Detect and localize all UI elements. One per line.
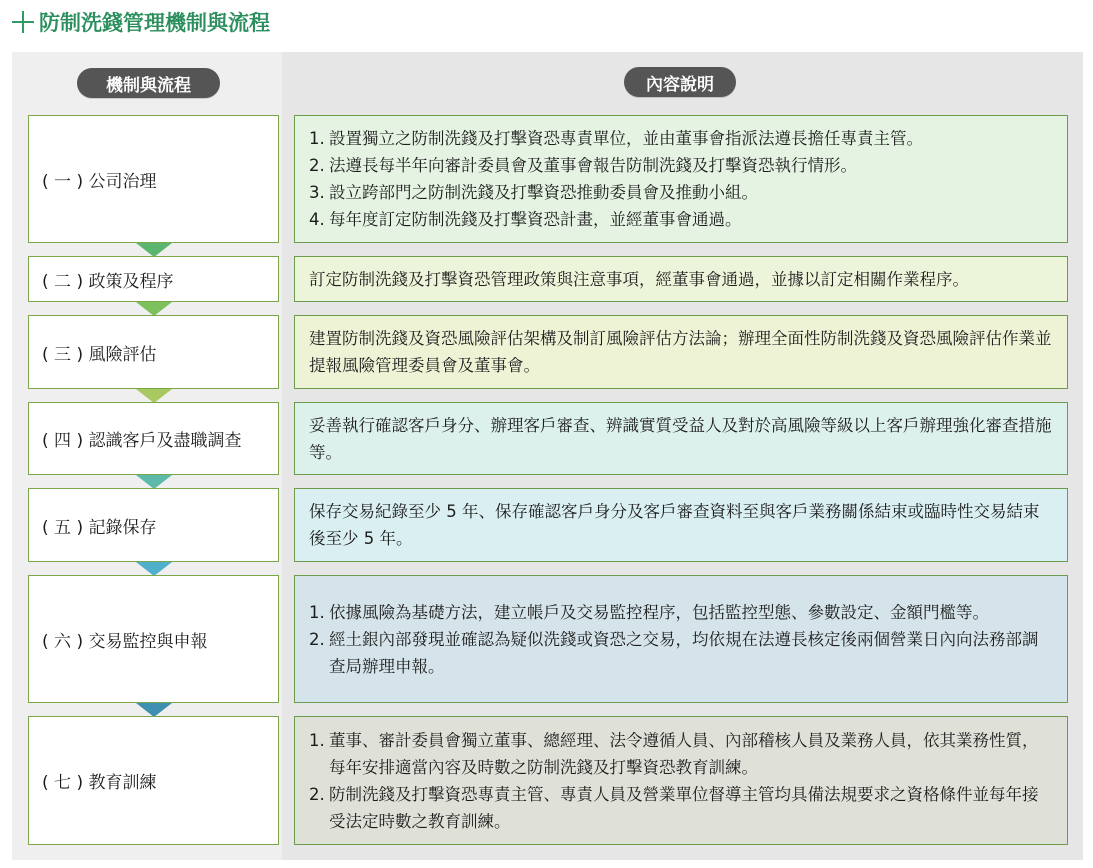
- page-title: 防制洗錢管理機制與流程: [39, 11, 270, 35]
- step-text: 妥善執行確認客戶身分、辦理客戶審查、辨識實質受益人及對於高風險等級以上客戶辦理強化審查措施等。: [309, 415, 1052, 462]
- step-label-text: ( 六 ) 交易監控與申報: [42, 631, 208, 652]
- step-content-7: [294, 716, 1068, 845]
- step-label-6: [28, 575, 279, 703]
- step-label-text: ( 五 ) 記錄保存: [42, 517, 157, 538]
- step-label-3: [28, 315, 279, 389]
- section-title: [12, 7, 270, 37]
- step-label-text: ( 四 ) 認識客戶及盡職調查: [42, 431, 242, 451]
- list-item: 3. 設立跨部門之防制洗錢及打擊資恐推動委員會及推動小組。: [309, 183, 758, 202]
- plus-icon: [12, 11, 34, 33]
- step-label-4: [28, 402, 279, 475]
- step-content-2: [294, 256, 1068, 302]
- step-label-text: ( 一 ) 公司治理: [42, 171, 157, 192]
- step-text: 保存交易紀錄至少 5 年、保存確認客戶身分及客戶審查資料至與客戶業務關係結束或臨時性交易結束後至少 5 年。: [309, 502, 1040, 548]
- list-item: 4. 每年度訂定防制洗錢及打擊資恐計畫，並經董事會通過。: [309, 210, 742, 229]
- list-item: 2. 經土銀內部發現並確認為疑似洗錢或資恐之交易，均依規在法遵長核定後兩個營業日內向法務部調查局辦理申報。: [309, 629, 1039, 676]
- step-label-text: ( 七 ) 教育訓練: [42, 773, 157, 793]
- step-text: 建置防制洗錢及資恐風險評估架構及制訂風險評估方法論；辦理全面性防制洗錢及資恐風險評估作業並提報風險管理委員會及董事會。: [309, 329, 1052, 375]
- flow-arrow-icon: [136, 703, 172, 717]
- flow-arrow-icon: [136, 243, 172, 257]
- flow-arrow-icon: [136, 562, 172, 576]
- list-item: 2. 防制洗錢及打擊資恐專責主管、專責人員及營業單位督導主管均具備法規要求之資格條件並每年接受法定時數之教育訓練。: [309, 784, 1039, 831]
- flow-arrow-icon: [136, 302, 172, 316]
- step-content-3: [294, 315, 1068, 389]
- list-item: 1. 依據風險為基礎方法，建立帳戶及交易監控程序，包括監控型態、參數設定、金額門檻等。: [309, 602, 989, 622]
- header-mechanism: 機制與流程: [77, 68, 220, 98]
- step-label-7: [28, 716, 279, 845]
- header-content: 內容說明: [624, 67, 736, 97]
- step-label-2: [28, 256, 279, 302]
- flow-arrow-icon: [136, 389, 172, 403]
- list-item: 1. 董事、審計委員會獨立董事、總經理、法令遵循人員、內部稽核人員及業務人員，依其業務性質，每年安排適當內容及時數之防制洗錢及打擊資恐教育訓練。: [309, 730, 1039, 777]
- step-text: 訂定防制洗錢及打擊資恐管理政策與注意事項，經董事會通過，並據以訂定相關作業程序。: [309, 269, 969, 289]
- step-content-6: [294, 575, 1068, 703]
- list-item: 2. 法遵長每半年向審計委員會及董事會報告防制洗錢及打擊資恐執行情形。: [309, 156, 857, 175]
- step-label-text: ( 三 ) 風險評估: [42, 344, 157, 365]
- step-content-4: [294, 402, 1068, 475]
- list-item: 1. 設置獨立之防制洗錢及打擊資恐專責單位，並由董事會指派法遵長擔任專責主管。: [309, 129, 923, 148]
- step-label-1: [28, 115, 279, 243]
- flow-arrow-icon: [136, 475, 172, 489]
- step-content-1: [294, 115, 1068, 243]
- step-label-5: [28, 488, 279, 562]
- step-content-5: [294, 488, 1068, 562]
- step-label-text: ( 二 ) 政策及程序: [42, 271, 174, 292]
